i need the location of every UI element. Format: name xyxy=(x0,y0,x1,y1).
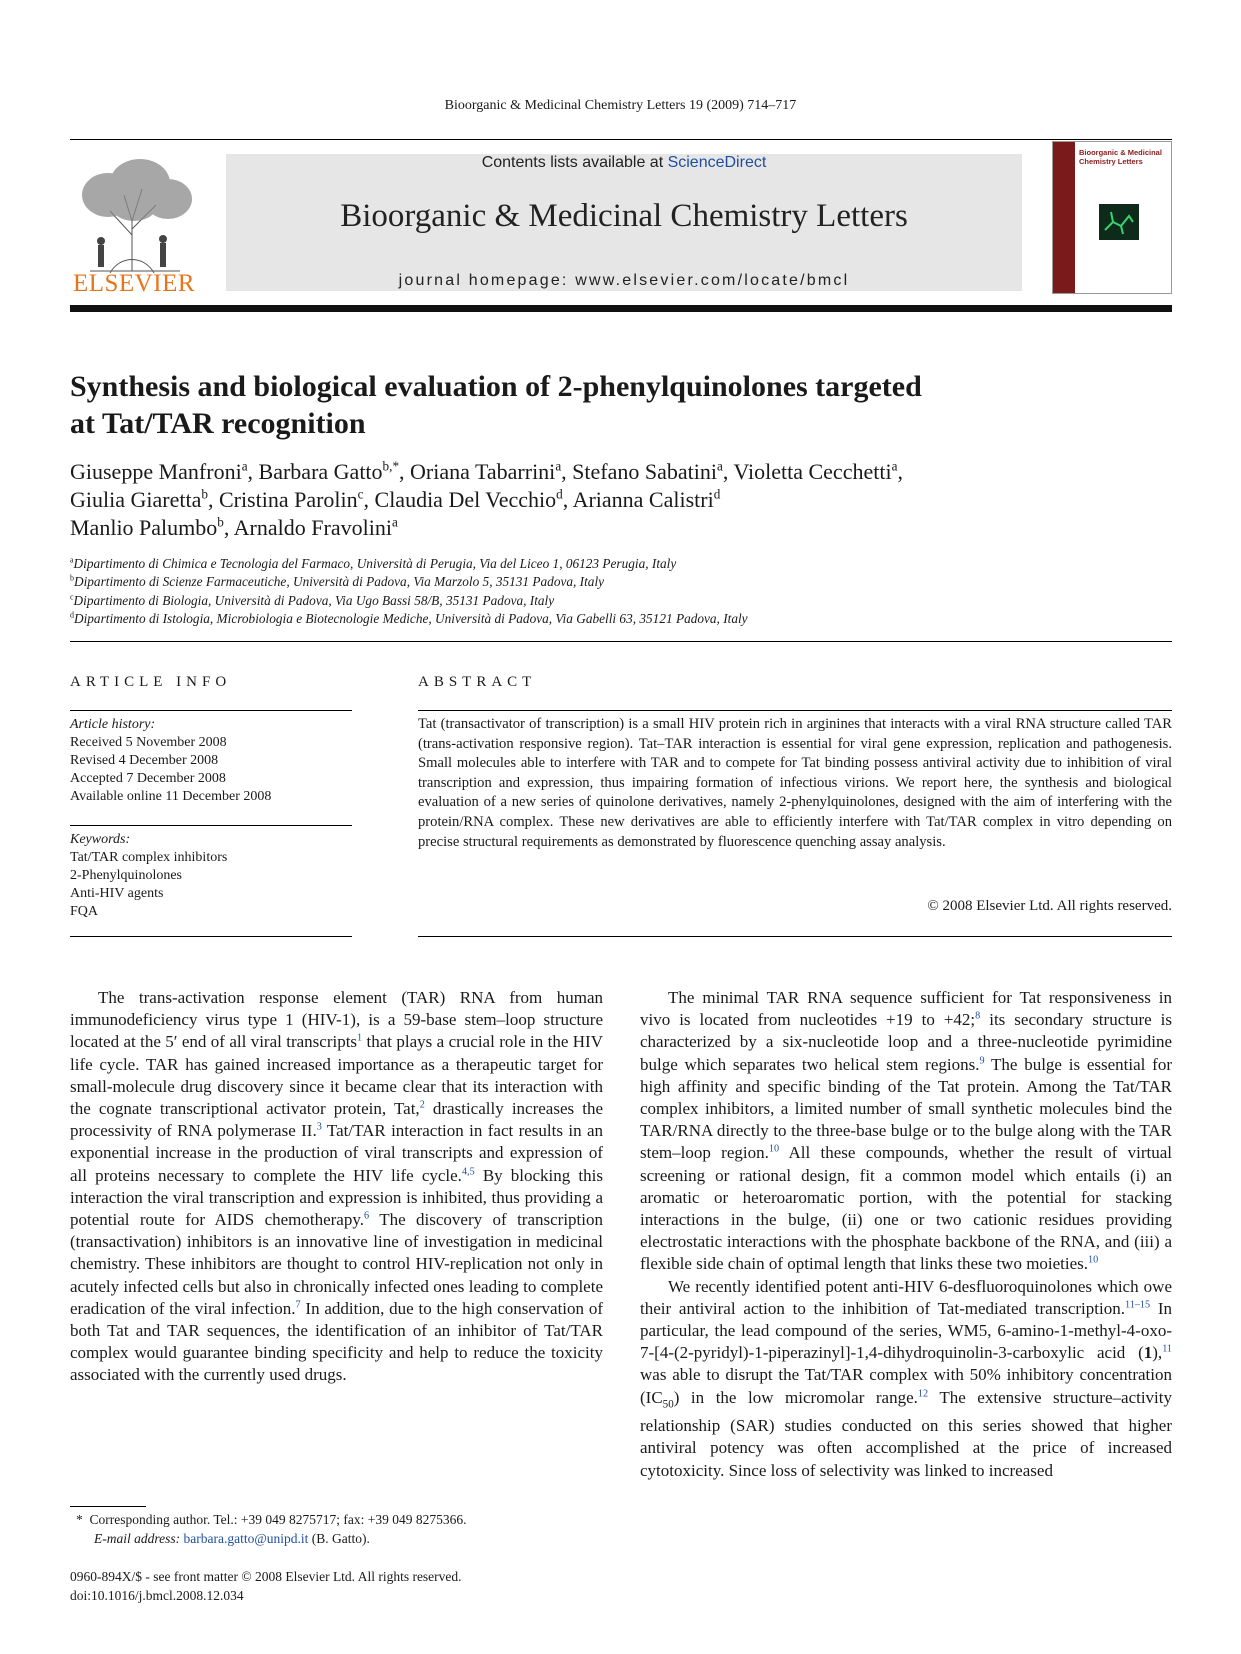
author-separator: , xyxy=(722,459,734,484)
author-name: Arianna Calistri xyxy=(572,487,714,512)
body-paragraph xyxy=(640,1276,1172,1482)
author-affiliation-mark: a xyxy=(391,514,398,530)
author-separator: , xyxy=(247,459,259,484)
body-text: The bulge is essential for high affinity and specific binding of the Tat protein. Among the Tat/TAR complex inhibitors, a limited number of small synthetic molecules bind the TAR/RNA directly to the three-base bulge or to the bulge along with the TAR stem–loop region. xyxy=(640,1054,1172,1163)
author-name: Violetta Cecchetti xyxy=(733,459,892,484)
journal-citation: Bioorganic & Medicinal Chemistry Letters 19 (2009) 714–717 xyxy=(444,98,797,113)
compound-number: 1 xyxy=(1143,1343,1153,1363)
front-matter xyxy=(70,1567,630,1605)
history-label: Article history: xyxy=(70,717,156,732)
author-line xyxy=(70,458,1170,486)
abstract-rule xyxy=(418,710,1172,711)
body-text: The trans-activation response element (TAR) RNA from human immunodeficiency virus type 1 (HIV-1), is a 59-base stem–loop structure located at the 5′ end of all viral transcripts xyxy=(70,988,603,1052)
affiliation-text: Dipartimento di Scienze Farmaceutiche, Università di Padova, Via Marzolo 5, 35131 Padova, Italy xyxy=(73,574,605,590)
author-name: Arnaldo Fravolini xyxy=(233,515,392,540)
body-text: Tat/TAR interaction in fact results in an exponential increase in the production of viral transcripts and expression of all proteins necessary to complete the HIV life cycle. xyxy=(70,1121,604,1185)
cover-title: Bioorganic & Medicinal Chemistry Letters xyxy=(1079,148,1162,166)
title-line-2: at Tat/TAR recognition xyxy=(70,407,366,440)
affiliation-text: Dipartimento di Biologia, Università di Padova, Via Ugo Bassi 58/B, 35131 Padova, Italy xyxy=(73,592,555,608)
author-affiliation-mark: a xyxy=(716,458,723,474)
article-info-rule xyxy=(70,710,352,711)
author-name: Manlio Palumbo xyxy=(70,515,218,540)
issn-line: 0960-894X/$ - see front matter © 2008 Elsevier Ltd. All rights reserved. xyxy=(70,1569,462,1584)
body-text: All these compounds, whether the result of virtual screening or rational design, fit a common model which entails (i) an aromatic or heteroaromatic portion, with the potential for stacking interactions in the bulge, (ii) one or two cationic residues providing electrostatic interactions with the phosphate backbone of the RNA, and (iii) a flexible side chain of optimal length that links these two moieties. xyxy=(640,1143,1172,1274)
affiliation-text: Dipartimento di Istologia, Microbiologia e Biotecnologie Mediche, Università di Padova, Via Gabelli 63, 35121 Padova, Italy xyxy=(73,610,748,626)
author-name: Cristina Parolin xyxy=(218,487,358,512)
body-paragraph xyxy=(640,987,1172,1276)
author-name: Claudia Del Vecchio xyxy=(374,487,557,512)
keyword-item: Tat/TAR complex inhibitors xyxy=(70,850,228,865)
affiliation-rule xyxy=(70,641,1172,642)
author-name: Barbara Gatto xyxy=(258,459,383,484)
email-suffix: (B. Gatto). xyxy=(311,1531,370,1546)
reference-citation[interactable]: 1 xyxy=(357,1032,363,1044)
abstract-heading: ABSTRACT xyxy=(418,674,537,690)
reference-citation[interactable]: 10 xyxy=(1088,1254,1099,1266)
body-text: The extensive structure–activity relationship (SAR) studies conducted on this series showed that higher antiviral potency was often accomplished at the price of increased cytotoxicity. Since loss of selectivity was linked to increased xyxy=(640,1387,1173,1480)
body-text: its secondary structure is characterized by a six-nucleotide loop and a three-nucleotide pyrimidine bulge which separates two helical stem regions. xyxy=(640,1010,1172,1074)
body-text: In particular, the lead compound of the series, WM5, 6-amino-1-methyl-4-oxo-7-[4-(2-pyridyl)-1-piperazinyl]-1,4-dihydroquinolin-3-carboxylic acid ( xyxy=(640,1298,1172,1363)
author-affiliation-mark: a xyxy=(891,458,898,474)
affiliation xyxy=(70,592,1170,610)
body-paragraph xyxy=(70,987,603,1387)
abstract-bottom-rule xyxy=(418,936,1172,937)
header-rule xyxy=(70,139,1172,140)
reference-citation[interactable]: 10 xyxy=(768,1143,780,1155)
elsevier-wordmark: ELSEVIER xyxy=(72,270,196,297)
author-separator: , xyxy=(897,459,903,484)
article-title xyxy=(70,368,1030,442)
author-affiliation-mark: b xyxy=(217,514,224,530)
reference-citation[interactable]: 4,5 xyxy=(461,1165,475,1177)
body-text: drastically increases the processivity of RNA polymerase II. xyxy=(70,1099,603,1141)
author-affiliation-mark: b xyxy=(201,486,208,502)
body-text: In addition, due to the high conservation of both Tat and TAR sequences, the identification of an inhibitor of Tat/TAR complex would guarantee binding specificity and help to reduce the toxicity associated with the currently used drugs. xyxy=(70,1298,603,1385)
body-column-right xyxy=(640,987,1172,1482)
doi-link[interactable]: doi:10.1016/j.bmcl.2008.12.034 xyxy=(70,1588,244,1603)
body-text: We recently identified potent anti-HIV 6-desfluoroquinolones which owe their antiviral action to the inhibition of Tat-mediated transcription. xyxy=(640,1276,1172,1318)
reference-citation[interactable]: 8 xyxy=(975,1010,981,1022)
affiliation xyxy=(70,573,1170,591)
journal-homepage-link[interactable]: journal homepage: www.elsevier.com/locate/bmcl xyxy=(398,272,850,289)
keywords-block xyxy=(70,831,352,921)
article-history xyxy=(70,716,352,806)
body-text: The minimal TAR RNA sequence sufficient for Tat responsiveness in vivo is located from nucleotides +19 to +42; xyxy=(640,988,1172,1030)
keyword-item: Anti-HIV agents xyxy=(70,886,164,901)
author-separator: , xyxy=(399,459,411,484)
author-affiliation-mark: a xyxy=(555,458,562,474)
subscript: 50 xyxy=(662,1398,674,1411)
body-text: The discovery of transcription (transactivation) inhibitors is an innovative line of investigation in medicinal chemistry. These inhibitors are thought to control HIV-replication not only in acutely infected cells but also in chronically infected ones leading to complete eradication of the viral infection. xyxy=(70,1210,604,1318)
reference-citation[interactable]: 7 xyxy=(295,1299,301,1311)
reference-citation[interactable]: 9 xyxy=(979,1054,985,1066)
author-affiliation-mark: d xyxy=(556,486,563,502)
corresponding-author-footnote xyxy=(70,1510,610,1548)
affiliation-mark: d xyxy=(70,610,74,620)
author-separator: , xyxy=(561,459,573,484)
history-item: Received 5 November 2008 xyxy=(70,735,227,750)
keyword-item: 2-Phenylquinolones xyxy=(70,868,182,883)
abstract-text: Tat (transactivator of transcription) is a small HIV protein rich in arginines that interacts with a viral RNA structure called TAR (trans-activation responsive region). Tat–TAR interaction is essential for viral gene expression, replication and pathogenesis. Small molecules able to interfere with TAR and to compete for Tat binding possess antiviral activity due to inhibition of viral transcription and expression, thus impairing formation of infectious virions. We report here, the synthesis and biological evaluation of a new series of quinolone derivatives, namely 2-phenylquinolones, designed with the aim of interfering with the protein/RNA complex. These new derivatives are able to efficiently interfere with Tat/TAR complex in vitro depending on precise structural requirements as demonstrated by fluorescence quenching assay analysis. xyxy=(418,716,1172,850)
author-separator: , xyxy=(562,487,573,512)
body-text: was able to disrupt the Tat/TAR complex with 50% inhibitory concentration (IC xyxy=(640,1365,1172,1407)
affiliation-mark: b xyxy=(70,573,74,583)
keyword-item: FQA xyxy=(70,904,99,919)
author-line xyxy=(70,486,1170,514)
contents-prefix: Contents lists available at xyxy=(481,154,668,171)
cover-spine xyxy=(1053,142,1075,293)
affiliation-text: Dipartimento di Chimica e Tecnologia del Farmaco, Università di Perugia, Via del Liceo 1, 06123 Perugia, Italy xyxy=(73,556,677,571)
history-item: Available online 11 December 2008 xyxy=(70,789,272,804)
body-text: ) in the low micromolar range. xyxy=(673,1387,918,1407)
author-separator: , xyxy=(207,487,219,512)
article-info-bottom-rule xyxy=(70,936,352,937)
reference-citation[interactable]: 11–15 xyxy=(1124,1299,1151,1311)
reference-citation[interactable]: 3 xyxy=(316,1121,322,1133)
author-name: Stefano Sabatini xyxy=(572,459,717,484)
body-column-left xyxy=(70,987,603,1387)
cover-molecule-image xyxy=(1099,204,1139,240)
footnote-rule xyxy=(70,1506,146,1507)
title-line-1: Synthesis and biological evaluation of 2-phenylquinolones targeted xyxy=(70,370,922,403)
footnote-line: Corresponding author. Tel.: +39 049 8275717; fax: +39 049 8275366. xyxy=(89,1512,467,1527)
body-text: ), xyxy=(1152,1343,1163,1363)
keywords-label: Keywords: xyxy=(70,832,131,847)
contents-line xyxy=(226,154,1022,172)
affiliation-mark: c xyxy=(70,592,74,602)
keywords-list xyxy=(70,849,352,921)
author-affiliation-mark: d xyxy=(713,486,721,502)
affiliation-mark: a xyxy=(70,555,74,565)
author-line xyxy=(70,514,1170,542)
reference-citation[interactable]: 6 xyxy=(364,1210,370,1222)
reference-citation[interactable]: 12 xyxy=(917,1388,929,1399)
author-name: Giuseppe Manfroni xyxy=(70,459,242,484)
author-affiliation-mark: c xyxy=(357,486,364,502)
email-link[interactable]: barbara.gatto@unipd.it xyxy=(183,1531,309,1546)
reference-citation[interactable]: 11 xyxy=(1162,1343,1172,1355)
author-name: Giulia Giaretta xyxy=(70,487,202,512)
article-info-heading: ARTICLE INFO xyxy=(70,674,232,690)
history-item: Revised 4 December 2008 xyxy=(70,753,219,768)
journal-title: Bioorganic & Medicinal Chemistry Letters xyxy=(340,198,908,234)
keywords-rule xyxy=(70,825,352,826)
abstract-copyright: © 2008 Elsevier Ltd. All rights reserved. xyxy=(927,898,1172,914)
author-list xyxy=(70,458,1170,542)
reference-citation[interactable]: 2 xyxy=(419,1099,425,1111)
affiliation-list xyxy=(70,555,1170,628)
affiliation xyxy=(70,555,1170,573)
author-affiliation-mark: a xyxy=(241,458,248,474)
history-list xyxy=(70,734,352,806)
history-item: Accepted 7 December 2008 xyxy=(70,771,226,786)
email-label: E-mail address: xyxy=(94,1531,181,1546)
author-separator: , xyxy=(363,487,375,512)
journal-cover-thumbnail xyxy=(1052,141,1172,294)
author-name: Oriana Tabarrini xyxy=(410,459,556,484)
author-affiliation-mark: b,* xyxy=(382,458,400,474)
body-text: that plays a crucial role in the HIV life cycle. TAR has gained increased importance as a therapeutic target for small-molecule drug discovery since it became clear that its interaction with the cognate transcriptional activator protein, Tat, xyxy=(70,1032,603,1119)
footnote-mark: * xyxy=(76,1512,83,1527)
affiliation xyxy=(70,610,1170,628)
author-separator: , xyxy=(223,515,234,540)
body-text: By blocking this interaction the viral transcription and expression is inhibited, thus providing a potential route for AIDS chemotherapy. xyxy=(70,1165,603,1230)
sciencedirect-link[interactable]: ScienceDirect xyxy=(667,154,767,171)
header-thick-rule xyxy=(70,305,1172,312)
